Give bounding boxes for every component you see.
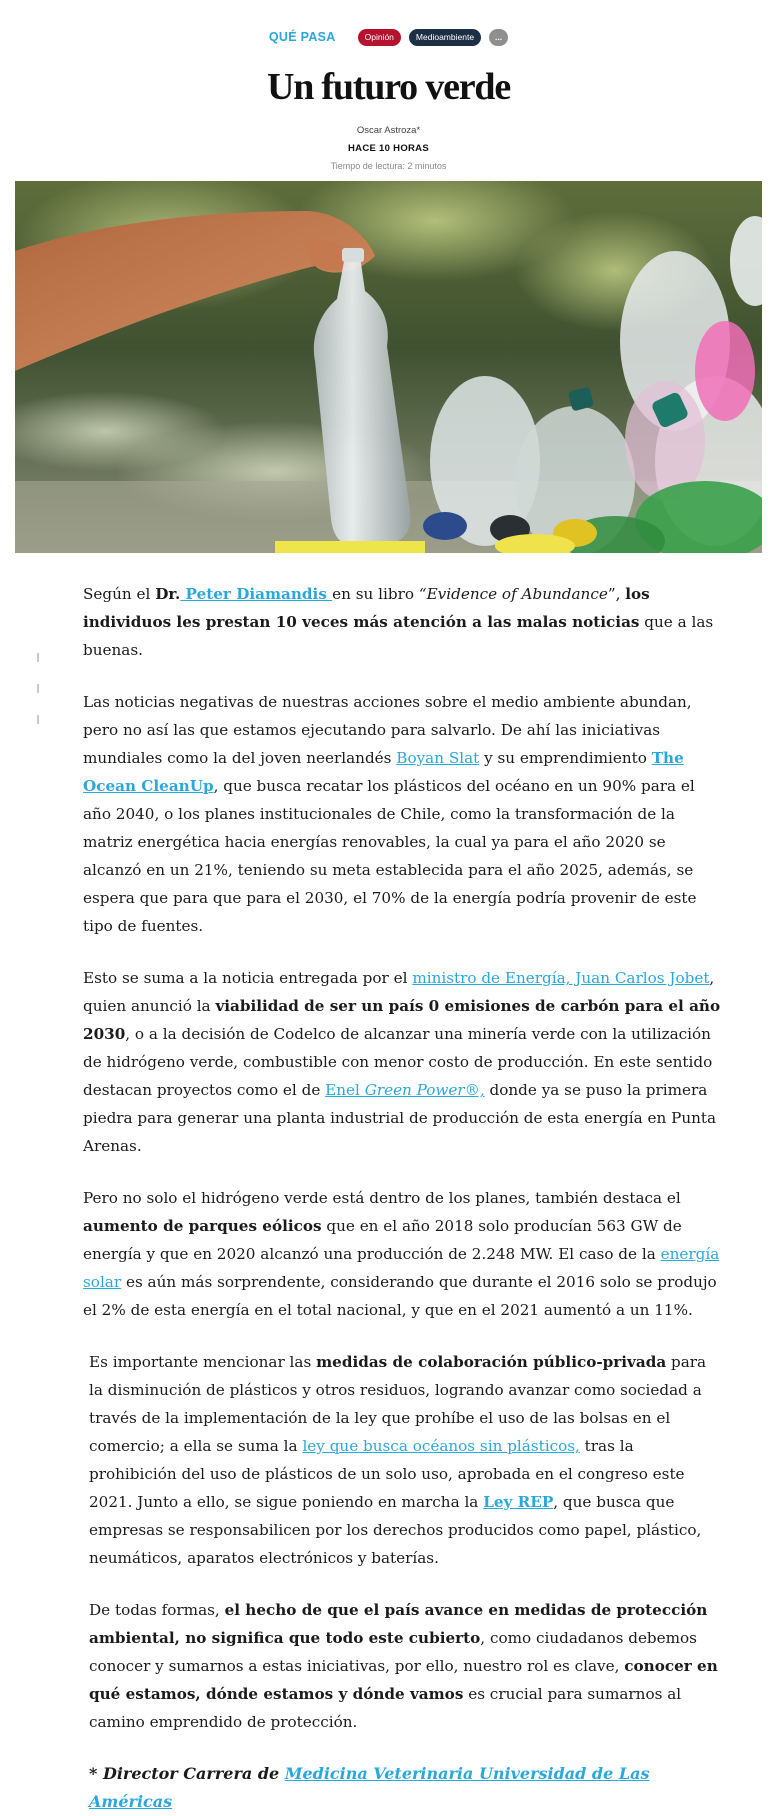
- text: , o a la decisión de Codelco de alcanzar una minería verde con la utilización de hidrógeno verde, combustible con menor costo de producción. En este sentido destacan proyectos como el de: [83, 1025, 713, 1099]
- paragraph-3: [83, 964, 723, 1160]
- text: Las noticias negativas de nuestras acciones sobre el medio ambiente abundan, pero no así las que estamos ejecutando para salvarlo. De ahí las iniciativas mundiales como la del joven neerlandés: [83, 693, 692, 767]
- link-text: Peter Diamandis: [180, 585, 333, 603]
- link-text: Enel: [325, 1081, 365, 1099]
- author-name: Oscar Astroza*: [356, 125, 421, 136]
- hero-image: [15, 181, 762, 553]
- text: es aún más sorprendente, considerando que durante el 2016 solo se produjo el 2% de esta energía en el total nacional, y que en el 2021 aumentó a un 11%.: [83, 1273, 717, 1319]
- article-meta-bar: [0, 0, 777, 48]
- link-peter-diamandis[interactable]: [180, 585, 332, 603]
- text: , que busca recatar los plásticos del océano en un 90% para el año 2040, o los planes institucionales de Chile, como la transformación de la matriz energética hacia energías renovables, la cual ya para el año 2020 se alcanzó en un 21%, teniendo su meta establecida para el año 2025, además, se espera que para que para el 2030, el 70% de la energía podría provenir de este tipo de fuentes.: [83, 777, 697, 935]
- divider-mark: [37, 684, 39, 693]
- section-link[interactable]: QUÉ PASA: [268, 30, 336, 44]
- link-boyan-slat[interactable]: Boyan Slat: [396, 749, 480, 767]
- tag-medioambiente[interactable]: Medioambiente: [409, 29, 481, 46]
- text: * Director Carrera de: [89, 1764, 285, 1783]
- bold-text: viabilidad de ser un país 0 emisiones de carbón para el año 2030: [83, 997, 721, 1043]
- text: Esto se suma a la noticia entregada por el: [83, 969, 413, 987]
- article-body: [83, 580, 723, 1816]
- link-ley-rep[interactable]: [483, 1493, 553, 1511]
- more-tags-button[interactable]: ...: [489, 29, 508, 46]
- text: que en el año 2018 solo producían 563 GW de energía y que en 2020 alcanzó una producción de 2.248 MW. El caso de la: [83, 1217, 682, 1263]
- text: que a las buenas.: [83, 613, 714, 659]
- bold-text: aumento de parques eólicos: [83, 1217, 322, 1235]
- link-text: The Ocean CleanUp: [83, 749, 684, 795]
- link-text: Ley REP: [483, 1493, 554, 1511]
- text: Es importante mencionar las: [89, 1353, 317, 1371]
- article-title: Un futuro verde: [266, 66, 511, 108]
- paragraph-6: [89, 1596, 723, 1736]
- link-ministro-energia[interactable]: ministro de Energía, Juan Carlos Jobet: [412, 969, 710, 987]
- link-udla[interactable]: Medicina Veterinaria Universidad de Las Américas: [89, 1764, 650, 1811]
- link-text-italic: Green Power®,: [364, 1081, 485, 1099]
- link-energia-solar[interactable]: energía solar: [83, 1245, 720, 1291]
- text: tras la prohibición del uso de plásticos de un solo uso, aprobada en el congreso este 2021. Junto a ello, se sigue poniendo en marcha la: [89, 1437, 685, 1511]
- scroll-marks: [37, 653, 39, 746]
- text: De todas formas,: [89, 1601, 225, 1619]
- bold-text: el hecho de que el país avance en medidas de protección ambiental, no significa que todo este cubierto: [89, 1601, 708, 1647]
- text: , que busca que empresas se responsabilicen por los derechos producidos como papel, plástico, neumáticos, aparatos electrónicos y baterías.: [89, 1493, 702, 1567]
- paragraph-2: [83, 688, 723, 940]
- italic-text: “Evidence of Abundance: [418, 585, 608, 603]
- bold-text: Dr.: [155, 585, 181, 603]
- text: ”,: [607, 585, 626, 603]
- text: , quien anunció la: [83, 969, 715, 1015]
- reading-time: Tiempo de lectura: 2 minutos: [330, 161, 447, 171]
- publish-time: HACE 10 HORAS: [348, 143, 429, 154]
- paragraph-5: [89, 1348, 723, 1572]
- bold-text: los individuos les prestan 10 veces más atención a las malas noticias: [83, 585, 650, 631]
- divider-mark: [37, 715, 39, 724]
- bold-text: conocer en qué estamos, dónde estamos y dónde vamos: [89, 1657, 718, 1703]
- text: es crucial para sumarnos al camino emprendido de protección.: [89, 1685, 682, 1731]
- text: , como ciudadanos debemos conocer y sumarnos a estas iniciativas, por ello, nuestro rol es clave,: [89, 1629, 697, 1675]
- bold-text: medidas de colaboración público-privada: [316, 1353, 667, 1371]
- paragraph-1: [83, 580, 723, 664]
- author-footnote: [89, 1760, 723, 1816]
- plastic-bottles-photo: [15, 181, 762, 553]
- divider-mark: [37, 653, 39, 662]
- tag-opinion[interactable]: Opinión: [358, 29, 401, 46]
- text: donde ya se puso la primera piedra para generar una planta industrial de producción de esta energía en Punta Arenas.: [83, 1081, 717, 1155]
- text: y su emprendimiento: [479, 749, 652, 767]
- link-ley-oceanos[interactable]: ley que busca océanos sin plásticos,: [302, 1437, 580, 1455]
- link-enel-green-power[interactable]: [325, 1081, 485, 1099]
- text: para la disminución de plásticos y otros residuos, logrando avanzar como sociedad a través de la implementación de la ley que prohíbe el uso de las bolsas en el comercio; a ella se suma la: [89, 1353, 707, 1455]
- paragraph-4: [83, 1184, 723, 1324]
- text: Según el: [83, 585, 156, 603]
- text: en su libro: [332, 585, 419, 603]
- text: Pero no solo el hidrógeno verde está dentro de los planes, también destaca el: [83, 1189, 681, 1207]
